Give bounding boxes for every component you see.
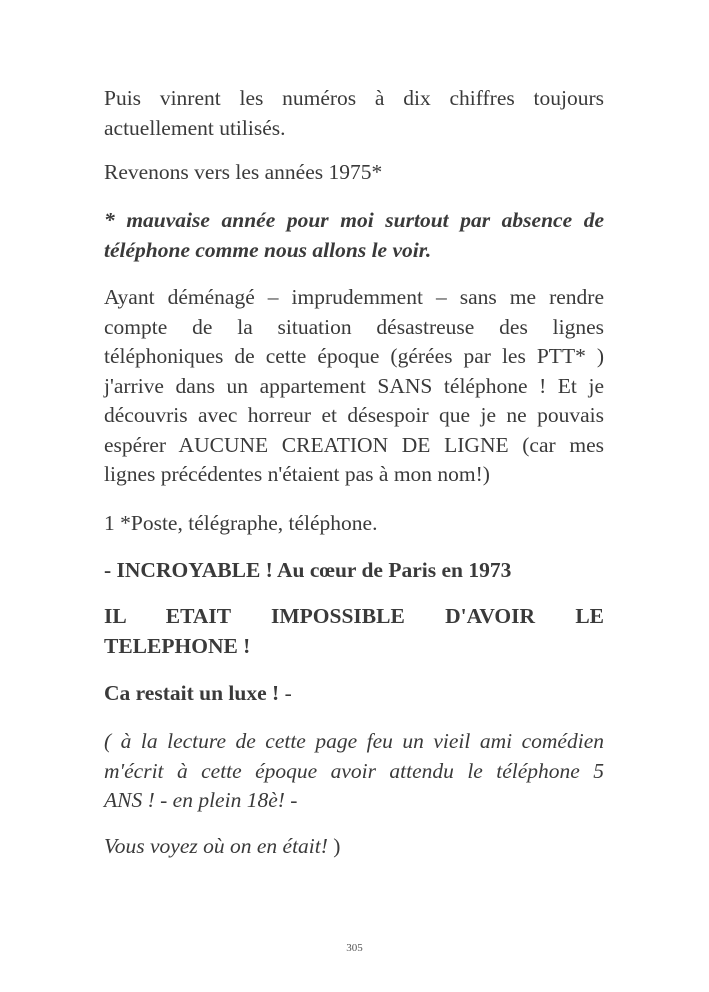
paragraph-incroyable bbox=[104, 556, 604, 586]
text-line: * mauvaise année pour moi surtout par absence de bbox=[104, 208, 604, 232]
text-line: 1 *Poste, télégraphe, téléphone. bbox=[104, 511, 378, 535]
text-line: espérer AUCUNE CREATION DE LIGNE (car mes bbox=[104, 432, 604, 457]
luxe-trailing-text: - bbox=[279, 681, 292, 705]
text-line: m'écrit à cette époque avoir attendu le téléphone 5 bbox=[104, 758, 604, 783]
paragraph-ten-digit-numbers bbox=[104, 84, 604, 143]
paragraph-friend-anecdote bbox=[104, 727, 604, 816]
page-number: 305 bbox=[346, 942, 363, 954]
closing-italic-text: Vous voyez où on en était! bbox=[104, 834, 328, 858]
text-line: Puis vinrent les numéros à dix chiffres toujours bbox=[104, 86, 604, 110]
paragraph-closing-remark bbox=[104, 832, 604, 862]
text-line: compte de la situation désastreuse des lignes bbox=[104, 314, 604, 339]
paragraph-bad-year-note bbox=[104, 206, 604, 265]
text-line: ANS ! - en plein 18è! - bbox=[104, 788, 298, 812]
text-line: téléphone comme nous allons le voir. bbox=[104, 237, 432, 262]
text-line: ( à la lecture de cette page feu un vieil ami comédien bbox=[104, 729, 604, 753]
paragraph-revenons bbox=[104, 158, 604, 188]
text-line: Revenons vers les années 1975* bbox=[104, 160, 383, 184]
closing-trailing-text: ) bbox=[327, 834, 341, 858]
text-line: Ayant déménagé – imprudemment – sans me rendre bbox=[104, 285, 604, 309]
text-line bbox=[104, 832, 604, 862]
text-line: découvris avec horreur et désespoir que je ne pouvais bbox=[104, 403, 604, 427]
text-line: IL ETAIT IMPOSSIBLE D'AVOIR LE bbox=[104, 604, 604, 628]
text-line: actuellement utilisés. bbox=[104, 115, 286, 140]
paragraph-luxe bbox=[104, 679, 604, 709]
text-line bbox=[104, 679, 604, 709]
text-line: téléphoniques de cette époque (gérées par les PTT* ) bbox=[104, 344, 604, 368]
luxe-bold-text: Ca restait un luxe ! bbox=[104, 681, 280, 705]
paragraph-impossible bbox=[104, 602, 604, 661]
text-line: - INCROYABLE ! Au cœur de Paris en 1973 bbox=[104, 558, 512, 582]
text-line: j'arrive dans un appartement SANS téléphone ! Et je bbox=[104, 373, 604, 398]
text-line: TELEPHONE ! bbox=[104, 633, 251, 658]
paragraph-moving-story bbox=[104, 283, 604, 490]
text-line: lignes précédentes n'étaient pas à mon nom!) bbox=[104, 462, 490, 486]
paragraph-footnote-ptt bbox=[104, 509, 604, 539]
